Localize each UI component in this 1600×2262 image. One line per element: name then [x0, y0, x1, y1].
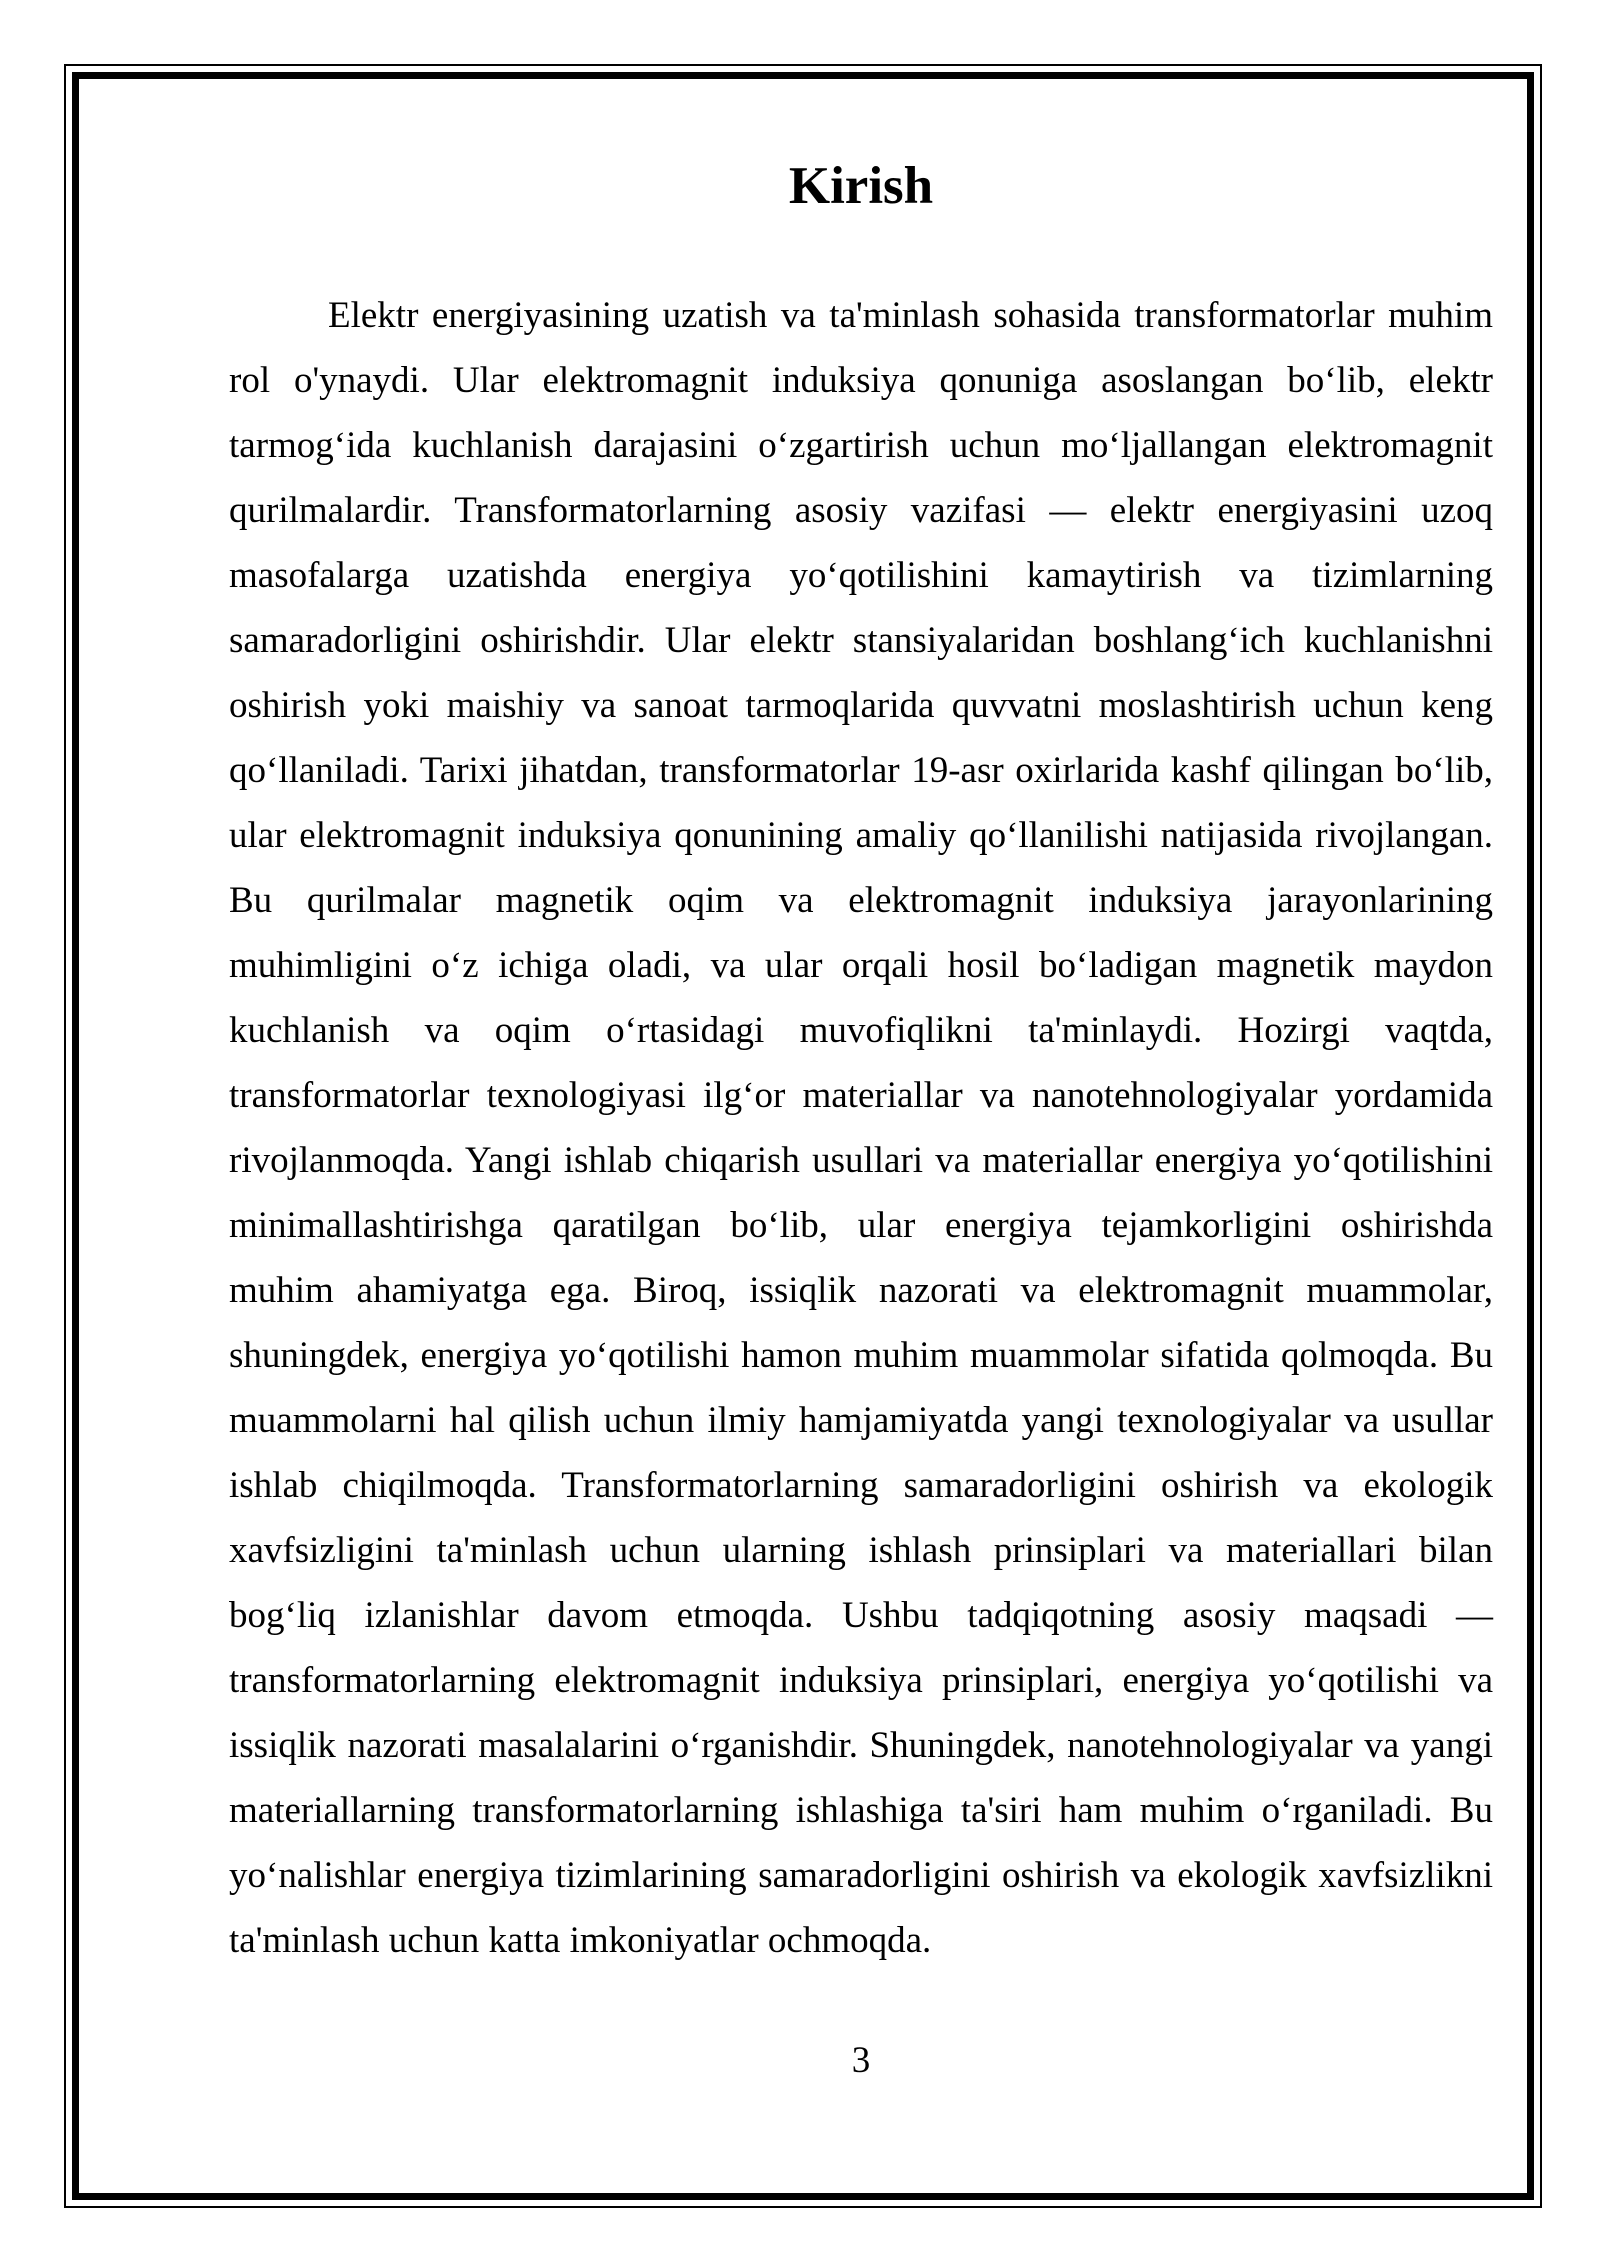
paragraph-line: muhimligini o‘z ichiga oladi, va ular orqali hosil bo‘ladigan magnetik maydon — [229, 945, 1493, 986]
paragraph-line: issiqlik nazorati masalalarini o‘rganishdir. Shuningdek, nanotehnologiyalar va yangi — [229, 1725, 1493, 1766]
paragraph-line: materiallarning transformatorlarning ishlashiga ta'siri ham muhim o‘rganiladi. Bu — [229, 1790, 1493, 1831]
paragraph-line: tarmog‘ida kuchlanish darajasini o‘zgartirish uchun mo‘ljallangan elektromagnit — [229, 425, 1493, 466]
paragraph-line: samaradorligini oshirishdir. Ular elektr stansiyalaridan boshlang‘ich kuchlanishni — [229, 620, 1493, 661]
paragraph-line: qo‘llaniladi. Tarixi jihatdan, transformatorlar 19-asr oxirlarida kashf qilingan bo‘lib, — [229, 750, 1493, 791]
paragraph-line: rivojlanmoqda. Yangi ishlab chiqarish usullari va materiallar energiya yo‘qotilishini — [229, 1140, 1493, 1181]
paragraph-line: ta'minlash uchun katta imkoniyatlar ochmoqda. — [229, 1920, 932, 1961]
paragraph-line: shuningdek, energiya yo‘qotilishi hamon muhim muammolar sifatida qolmoqda. Bu — [229, 1335, 1493, 1376]
paragraph-line: masofalarga uzatishda energiya yo‘qotilishini kamaytirish va tizimlarning — [229, 555, 1493, 596]
paragraph-line: ular elektromagnit induksiya qonunining amaliy qo‘llanilishi natijasida rivojlangan. — [229, 815, 1493, 856]
paragraph-line: muammolarni hal qilish uchun ilmiy hamjamiyatda yangi texnologiyalar va usullar — [229, 1400, 1493, 1441]
paragraph-line: transformatorlar texnologiyasi ilg‘or materiallar va nanotehnologiyalar yordamida — [229, 1075, 1493, 1116]
paragraph-line: muhim ahamiyatga ega. Biroq, issiqlik nazorati va elektromagnit muammolar, — [229, 1270, 1493, 1311]
paragraph-line: transformatorlarning elektromagnit induksiya prinsiplari, energiya yo‘qotilishi va — [229, 1660, 1493, 1701]
paragraph-line: ishlab chiqilmoqda. Transformatorlarning samaradorligini oshirish va ekologik — [229, 1465, 1493, 1506]
paragraph-line: qurilmalardir. Transformatorlarning asosiy vazifasi — elektr energiyasini uzoq — [229, 490, 1493, 531]
paragraph-line: kuchlanish va oqim o‘rtasidagi muvofiqlikni ta'minlaydi. Hozirgi vaqtda, — [229, 1010, 1493, 1051]
page-title: Kirish — [788, 157, 934, 215]
paragraph-line: minimallashtirishga qaratilgan bo‘lib, ular energiya tejamkorligini oshirishda — [229, 1205, 1493, 1246]
paragraph-line: Elektr energiyasining uzatish va ta'minlash sohasida transformatorlar muhim — [328, 295, 1493, 336]
paragraph-line: rol o'ynaydi. Ular elektromagnit induksiya qonuniga asoslangan bo‘lib, elektr — [229, 360, 1493, 401]
paragraph-line: oshirish yoki maishiy va sanoat tarmoqlarida quvvatni moslashtirish uchun keng — [229, 685, 1493, 726]
page-number: 3 — [851, 2040, 871, 2081]
paragraph-line: bog‘liq izlanishlar davom etmoqda. Ushbu tadqiqotning asosiy maqsadi — — [229, 1595, 1493, 1636]
paragraph-line: yo‘nalishlar energiya tizimlarining samaradorligini oshirish va ekologik xavfsizlikni — [229, 1855, 1493, 1896]
paragraph-line: Bu qurilmalar magnetik oqim va elektromagnit induksiya jarayonlarining — [229, 880, 1493, 921]
paragraph-line: xavfsizligini ta'minlash uchun ularning ishlash prinsiplari va materiallari bilan — [229, 1530, 1493, 1571]
body-paragraph — [229, 283, 1493, 1973]
